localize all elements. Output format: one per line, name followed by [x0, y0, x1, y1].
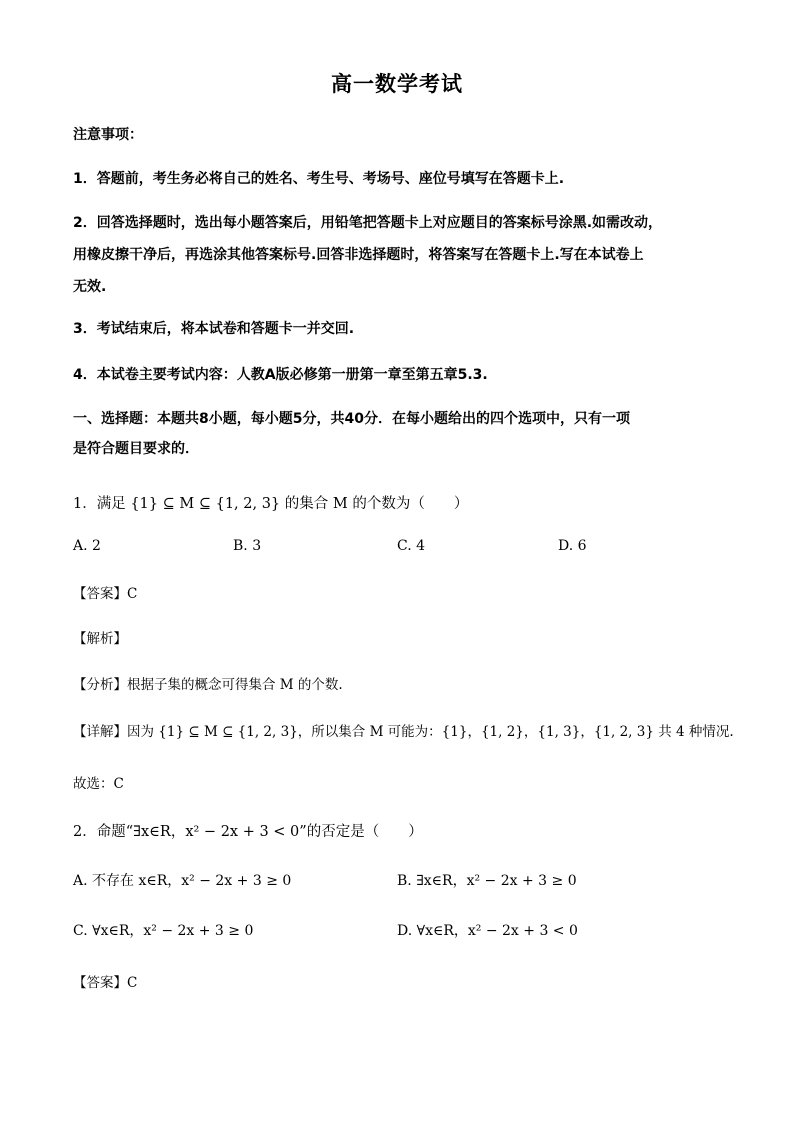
- question-2-option-c: C. ∀x∈R，x² − 2x + 3 ≥ 0: [73, 923, 254, 939]
- question-1-xiangjie: 【详解】因为 {1} ⊆ M ⊆ {1, 2, 3}，所以集合 M 可能为：{1}，{1, 2}，{1, 3}，{1, 2, 3} 共 4 种情况.: [73, 724, 734, 740]
- question-1-answer: 【答案】C: [73, 586, 138, 602]
- question-1-choice: 故选：C: [73, 776, 124, 792]
- question-1-option-b: B. 3: [233, 538, 262, 554]
- question-2-option-a: A. 不存在 x∈R，x² − 2x + 3 ≥ 0: [73, 873, 292, 889]
- notice-item-2-line-1: 2．回答选择题时，选出每小题答案后，用铅笔把答题卡上对应题目的答案标号涂黑.如需改动，: [73, 215, 663, 231]
- notice-item-1: 1．答题前，考生务必将自己的姓名、考生号、考场号、座位号填写在答题卡上.: [73, 171, 565, 187]
- question-1-option-c: C. 4: [397, 538, 426, 554]
- question-2-answer: 【答案】C: [73, 975, 138, 991]
- question-1-analysis-label: 【解析】: [73, 631, 127, 647]
- question-1-option-a: A. 2: [73, 538, 101, 554]
- question-1-stem: 1．满足 {1} ⊆ M ⊆ {1, 2, 3} 的集合 M 的个数为（ ）: [73, 496, 469, 512]
- notice-item-2-line-3: 无效.: [73, 279, 107, 295]
- notice-item-2-line-2: 用橡皮擦干净后，再选涂其他答案标号.回答非选择题时，将答案写在答题卡上.写在本试卷上: [73, 247, 644, 263]
- section-heading-line-2: 是符合题目要求的．: [73, 441, 199, 457]
- question-1-option-d: D. 6: [558, 538, 587, 554]
- page-title: 高一数学考试: [331, 72, 463, 96]
- question-1-fenxi: 【分析】根据子集的概念可得集合 M 的个数.: [73, 677, 343, 693]
- question-2-stem: 2．命题“∃x∈R，x² − 2x + 3 < 0”的否定是（ ）: [73, 824, 423, 840]
- notice-item-3: 3．考试结束后，将本试卷和答题卡一并交回.: [73, 321, 355, 337]
- question-2-option-b: B. ∃x∈R，x² − 2x + 3 ≥ 0: [397, 873, 577, 889]
- notice-heading: 注意事项：: [73, 127, 143, 143]
- notice-item-4: 4．本试卷主要考试内容：人教A版必修第一册第一章至第五章5.3.: [73, 367, 488, 383]
- section-heading-line-1: 一、选择题：本题共8小题，每小题5分，共40分．在每小题给出的四个选项中，只有一项: [73, 411, 630, 427]
- question-2-option-d: D. ∀x∈R，x² − 2x + 3 < 0: [397, 923, 578, 939]
